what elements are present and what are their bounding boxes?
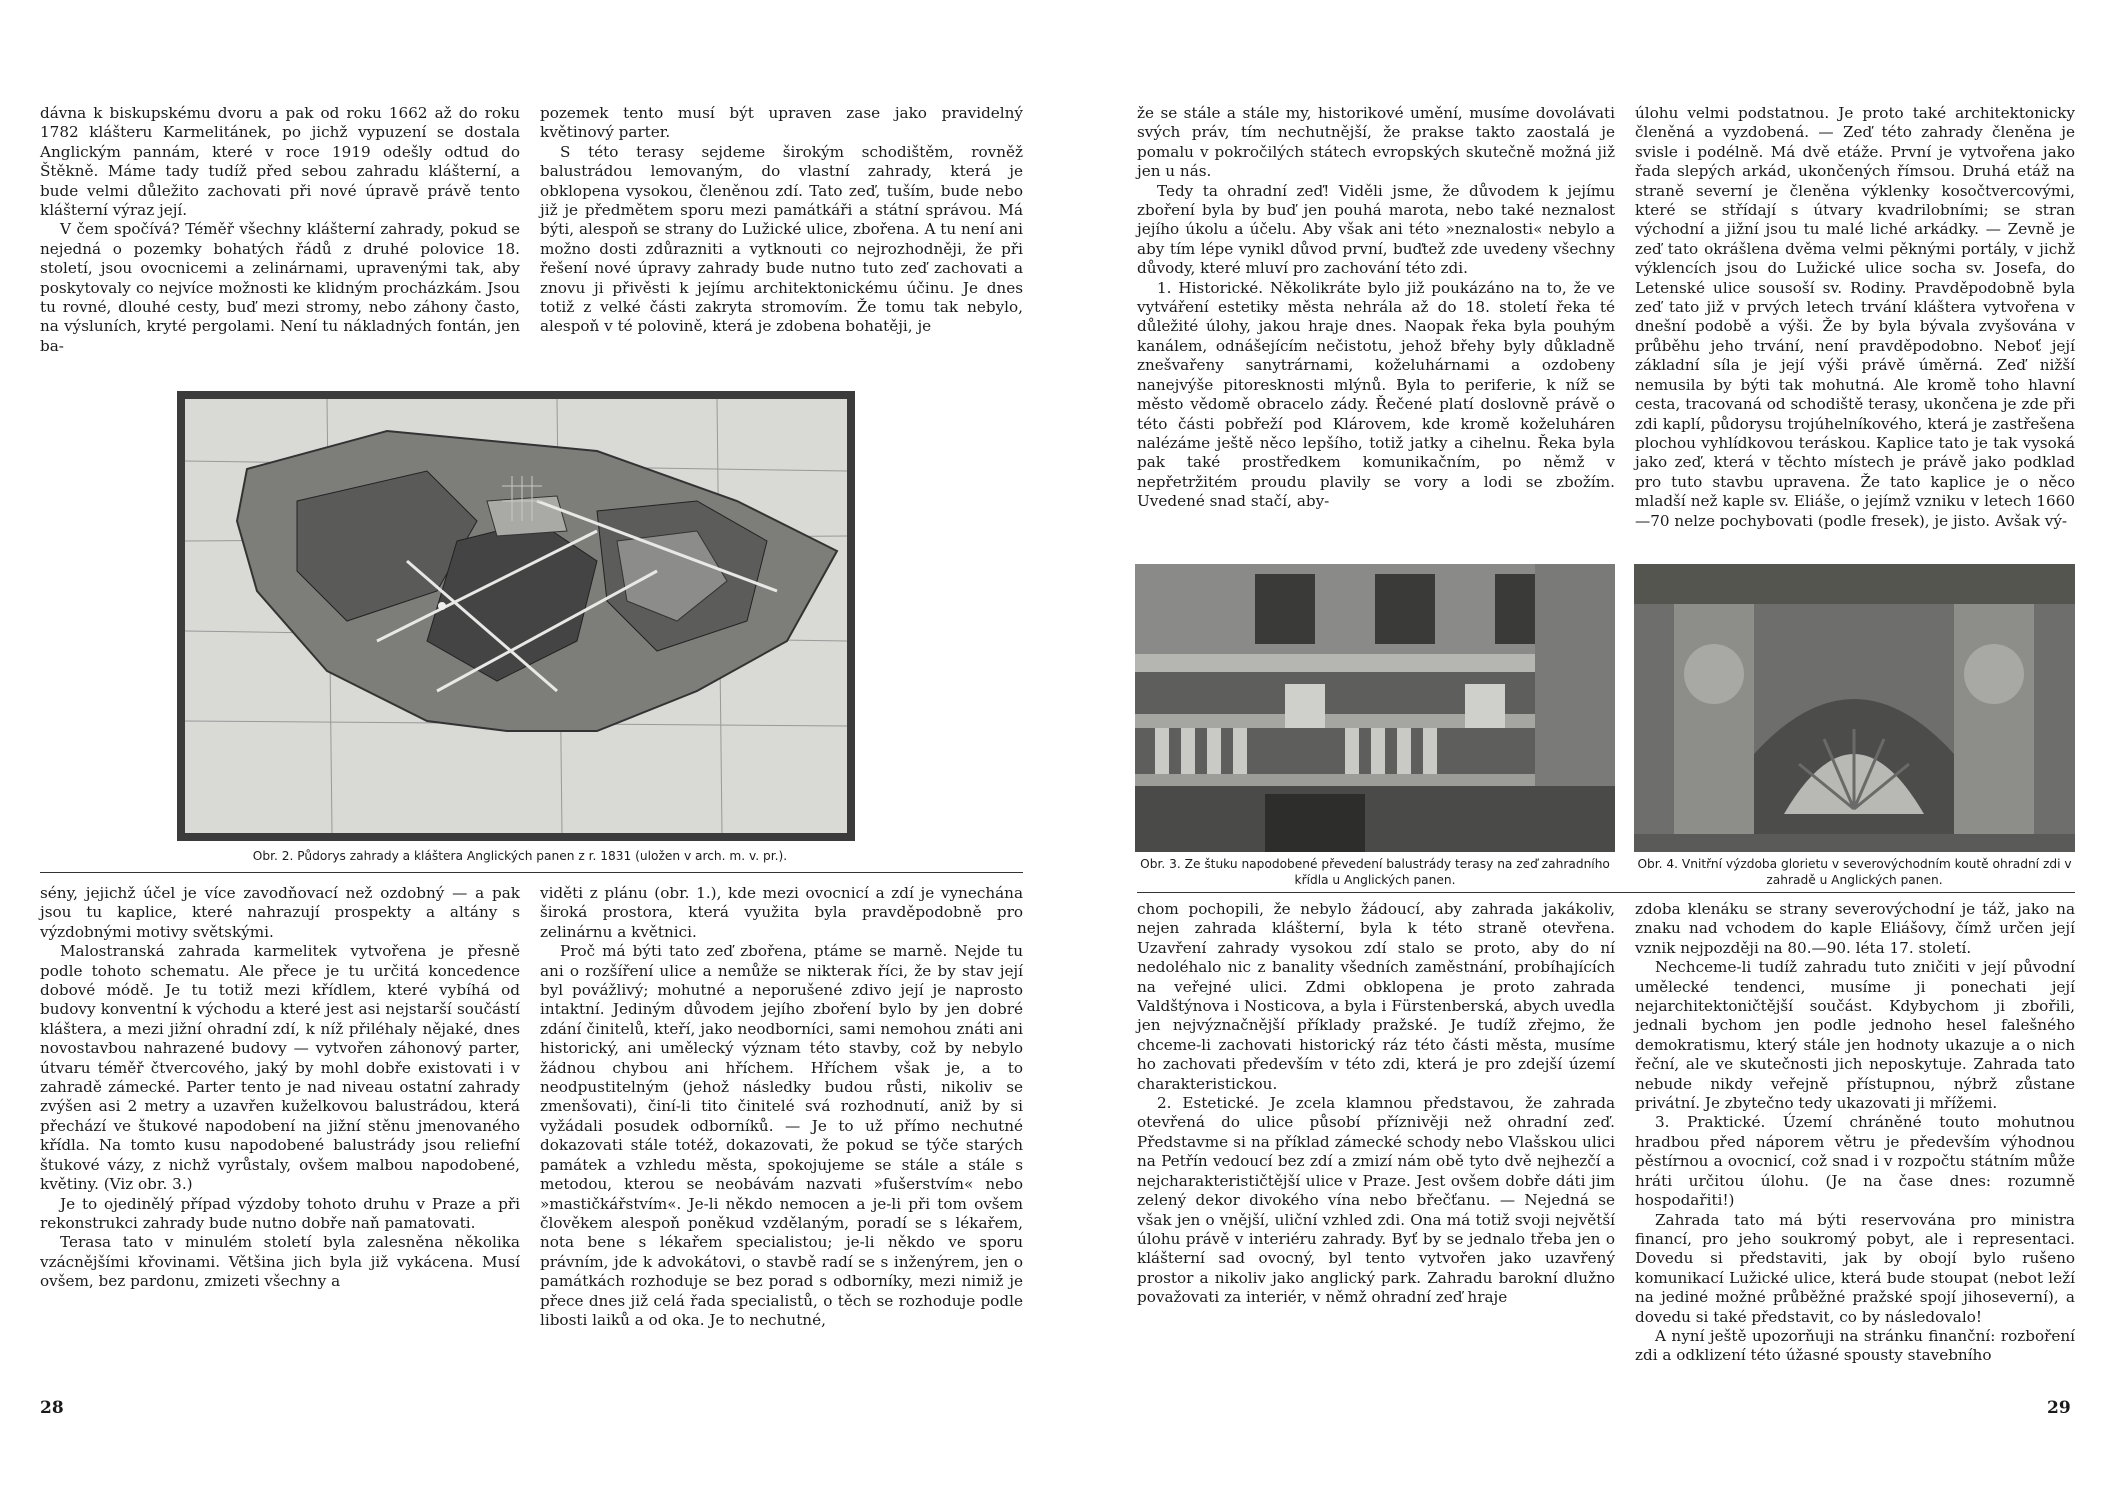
right-bottom-column-2 bbox=[1635, 900, 2075, 1365]
paragraph: pozemek tento musí být upraven zase jako pravidelný květinový parter. bbox=[540, 104, 1023, 142]
paragraph: A nyní ještě upozorňuji na stránku finanční: rozboření zdi a odklizení této úžasné spousty stavebního bbox=[1635, 1326, 2075, 1365]
page-number-left: 28 bbox=[40, 1398, 64, 1418]
paragraph: 1. Historické. Několikráte bylo již poukázáno na to, že ve vytváření estetiky města nehrála až do 18. století řeka té důležité úlohy, jakou hraje dnes. Naopak řeka byla pouhým kanálem, odnášejícím nečistotu, jehož břehy byly důkladně znešvařeny sanytrárnami, koželuhárnami a ozdobeny nanejvýše pitoresknosti mlýnů. Byla to periferie, k níž se město vědomě obracelo zády. Řečené platí doslovně právě o této části pobřeží pod Klárovem, kde kromě koželuháren nalézáme ještě něco lepšího, totiž jatky a cihelnu. Řeka byla pak také prostředkem komunikačním, po němž v nepřetržitém proudu plavily se vory a lodi se zbožím. Uvedené snad stačí, aby- bbox=[1137, 278, 1615, 511]
paragraph: Tedy ta ohradní zeď! Viděli jsme, že důvodem k jejímu zboření byla by buď jen pouhá marota, nebo také neznalost jejího úkolu a účelu. Aby však ani této »neznalosti« nebylo a aby tím lépe vynikl důvod první, buďtež zde uvedeny všechny důvody, které mluví pro zachování této zdi. bbox=[1137, 181, 1615, 278]
figure-4-glorieta-photo bbox=[1634, 564, 2075, 852]
paragraph: zdoba klenáku se strany severovýchodní je táž, jako na znaku nad vchodem do kaple Eliášovy, čímž určen její vznik nejpozději na 80.—90. léta 17. století. bbox=[1635, 900, 2075, 957]
left-bottom-column-2 bbox=[540, 884, 1023, 1354]
left-top-column-1 bbox=[40, 104, 520, 366]
paragraph: Nechceme-li tudíž zahradu tuto zničiti v její původní umělecké tendenci, musíme ji ponechati její nejarchitektoničtější součást. Kdybychom ji zbořili, jednali bychom jen podle jednoho hesel falešného demokratismu, který stále jen hodnoty ukazuje a o nich řeční, ale ve skutečnosti jich neposkytuje. Zahrada tato nebude nikdy veřejně přístupnou, nýbrž zůstane privátní. Je zbytečno tedy ukazovati ji mřížemi. bbox=[1635, 958, 2075, 1113]
figure-3-balustrade-photo bbox=[1135, 564, 1615, 852]
paragraph: dávna k biskupskému dvoru a pak od roku 1662 až do roku 1782 klášteru Karmelitánek, po jichž vypuzení se dostala Anglickým pannám, které v roce 1919 odešly odtud do Štěkně. Máme tady tudíž před sebou zahradu klášterní, a bude velmi důležito zachovati při nové úpravě právě tento klášterní výraz její. bbox=[40, 104, 520, 220]
paragraph: Terasa tato v minulém století byla zalesněna několika vzácnějšími křovinami. Většina jich byla již vykácena. Musí ovšem, bez pardonu, zmizeti všechny a bbox=[40, 1233, 520, 1291]
left-top-column-2 bbox=[540, 104, 1023, 366]
paragraph: Zahrada tato má býti reservována pro ministra financí, pro jeho soukromý pobyt, ale i representaci. Dovedu si představiti, jak by obojí bylo rušeno komunikací Lužické ulice, která bude stoupat (nebot leží na jediné možné průběžné pražské spojí jihoseverní), a dovedu si také představit, co by následovalo! bbox=[1635, 1210, 2075, 1326]
paragraph: 2. Estetické. Je zcela klamnou představou, že zahrada otevřená do ulice působí příznivěji než ohradní zeď. Představme si na příklad zámecké schody nebo Vlašskou ulici na Petřín vedoucí bez zdí a zmizí nám obě tyto dvě nejhezčí a nejcharakterističtější ulice v Praze. Jest ovšem dobře dáti jim zelený dekor divokého vína nebo břečťanu. — Nejedná se však jen o vnější, uliční vzhled zdi. Ona má totiž svoji největší úlohu právě v interiéru zahrady. Byť by se jednalo třeba jen o klášterní sad ovocný, byl tento vytvořen jako uzavřený prostor a nikoliv jako anglický park. Zahradu barokní dlužno považovati za interiér, v němž ohradní zeď hraje bbox=[1137, 1094, 1615, 1307]
paragraph: že se stále a stále my, historikové umění, musíme dovolávati svých práv, tím nechutnější, že prakse takto zaostalá je pomalu v pokročilých státech evropských skutečně možná již jen u nás. bbox=[1137, 104, 1615, 181]
left-bottom-column-1 bbox=[40, 884, 520, 1354]
page-number-right: 29 bbox=[2047, 1398, 2071, 1418]
figure-2-caption: Obr. 2. Půdorys zahrady a kláštera Anglických panen z r. 1831 (uložen v arch. m. v. pr.). bbox=[252, 849, 788, 863]
paragraph: viděti z plánu (obr. 1.), kde mezi ovocnicí a zdí je vynechána široká prostora, která využita byla pravděpodobně pro zelinárnu a květnici. bbox=[540, 884, 1023, 941]
caption-rule bbox=[40, 872, 1023, 873]
paragraph: Je to ojedinělý případ výzdoby tohoto druhu v Praze a při rekonstrukci zahrady bude nutno dobře naň pamatovati. bbox=[40, 1194, 520, 1232]
paragraph: 3. Praktické. Území chráněné touto mohutnou hradbou před náporem větru je především výhodnou pěstírnou a ovocnicí, což snad i v rozpočtu státním může hráti určitou úlohu. (Je na čase dnes: rozumně hospodařiti!) bbox=[1635, 1113, 2075, 1210]
figure-3-caption: Obr. 3. Ze štuku napodobené převedení balustrády terasy na zeď zahradního křídla u Anglických panen. bbox=[1140, 857, 1610, 887]
paragraph: chom pochopili, že nebylo žádoucí, aby zahrada jakákoliv, nejen zahrada klášterní, byla k této straně otevřena. Uzavření zahrady vysokou zdí stalo se proto, aby do ní nedoléhalo nic z banality všedních zaměstnání, probíhajících na veřejné ulici. Zdmi obklopena je proto zahrada Valdštýnova i Nosticova, a byla i Fürstenberská, abych uvedla jen nejvýznačnější příklady pražské. Je tudíž zřejmo, že chceme-li zachovati historický ráz této části města, musíme ho zachovati především v této zdi, která je pro zdejší území charakteristickou. bbox=[1137, 900, 1615, 1093]
caption-rule bbox=[1137, 892, 2075, 893]
right-bottom-column-1 bbox=[1137, 900, 1615, 1355]
paragraph: V čem spočívá? Téměř všechny klášterní zahrady, pokud se nejedná o pozemky bohatých řádů z druhé polovice 18. století, jsou ovocnicemi a zelinárnami, upravenými tak, aby poskytovaly co nejvíce možnosti ke klidným procházkám. Jsou tu rovné, dlouhé cesty, buď mezi stromy, nebo záhony často, na výsluních, kryté pergolami. Není tu nákladných fontán, jen ba- bbox=[40, 220, 520, 355]
paragraph: S této terasy sejdeme širokým schodištěm, rovněž balustrádou lemovaným, do vlastní zahrady, která je obklopena vysokou, členěnou zdí. Tato zeď, tuším, bude nebo již je předmětem sporu mezi památkáři a státní správou. Má býti, alespoň se strany do Lužické ulice, zbořena. A tu není ani možno dosti zdůrazniti a vytknouti co nejrozhodněji, že při řešení nové úpravy zahrady bude nutno tuto zeď zachovati a znovu ji přivěsti k jejímu architektonickému účinu. Je dnes totiž z velké části zakryta stromovím. Že tomu tak nebylo, alespoň v té polovině, která je zdobena bohatěji, je bbox=[540, 142, 1023, 336]
paragraph: Proč má býti tato zeď zbořena, ptáme se marně. Nejde tu ani o rozšíření ulice a nemůže se nikterak říci, že by stav její byl povážlivý; mohutné a neporušené zdivo její je naprosto intaktní. Jediným důvodem jejího zboření bylo by jen dobré zdání činitelů, kteří, jako neodborníci, sami nemohou znáti ani historický, ani umělecký význam této stavby, což by nebylo žádnou chybou ani hříchem. Hříchem však je, a to neodpustitelným (jehož následky budou růsti, nikoliv se zmenšovati), činí-li tito činitelé svá rozhodnutí, aniž by si vyžádali posudek odborníků. — Je to už přímo nechutné dokazovati stále totéž, dokazovati, že pokud se týče starých památek a vzhledu města, spokojujeme se stále a stále s metodou, kterou se neobávám nazvati »fušerstvím« nebo »mastičkářstvím«. Je-li někdo nemocen a je-li při tom ovšem člověkem alespoň poněkud vzdělaným, poradí se s lékařem, nota bene s lékařem specialistou; je-li někdo ve sporu právním, jde k advokátovi, o stavbě radí se s inženýrem, jen o památkách rozhoduje se bez porad s odborníky, mezi nimiž je přece dnes již celá řada specialistů, o těch se rozhoduje podle libosti laiků a od oka. Je to nechutné, bbox=[540, 942, 1023, 1329]
right-top-column-2 bbox=[1635, 104, 2075, 544]
paragraph: Malostranská zahrada karmelitek vytvořena je přesně podle tohoto schematu. Ale přece je tu určitá koncedence dobové módě. Je tu totiž mezi křídlem, které vybíhá od budovy konventní k východu a které jest asi nejstarší součástí kláštera, a mezi jižní ohradní zdí, k níž přiléhaly nějaké, dnes novostavbou nahrazené budovy — vytvořen záhonový parter, útvaru téměř čtvercového, jaký by mohl dobře existovati i v zahradě zámecké. Parter tento je nad niveau ostatní zahrady zvýšen asi 2 metry a uzavřen kuželkovou balustrádou, která přechází ve štukové napodobení na jižní stěnu jmenovaného křídla. Na tomto kusu napodobené balustrády jsou reliefní štukové vázy, z nichž vyrůstaly, ovšem malbou napodobené, květiny. (Viz obr. 3.) bbox=[40, 942, 520, 1194]
right-page bbox=[1057, 0, 2114, 1500]
right-top-column-1 bbox=[1137, 104, 1615, 544]
paragraph: úlohu velmi podstatnou. Je proto také architektonicky členěná a vyzdobená. — Zeď této zahrady členěna je svisle i podélně. Má dvě etáže. První je vytvořena jako řada slepých arkád, ukončených římsou. Druhá etáž na straně severní je členěna výklenky kosočtvercovými, které se střídají s útvary kvadrilobními; se stran východní a jižní jsou tu malé liché arkádky. — Zevně je zeď tato okrášlena dvěma velmi pěknými portály, v jichž výklencích jsou do Lužické ulice socha sv. Josefa, do Letenské ulice sousoší sv. Rodiny. Pravděpodobně byla zeď tato již v prvých letech trvání kláštera vytvořena v dnešní podobě a výši. Že by byla bývala zvyšována v průběhu jeho trvání, není pravděpodobno. Neboť její základní síla je její výši právě úměrná. Zeď nižší nemusila by býti tak mohutná. Ale kromě toho hlavní cesta, tracovaná od schodiště terasy, ukončena je zde při zdi kaplí, půdorysu trojúhelníkového, která je zastřešena plochou vyhlídkovou teráskou. Kaplice tato je tak vysoká jako zeď, která v těchto místech je právě jako podklad pro tuto stavbu upravena. Že tato kaplice je o něco mladší než kaple sv. Eliáše, o jejímž vzniku v letech 1660—70 nelze pochybovati (podle fresek), je jisto. Avšak vý- bbox=[1635, 104, 2075, 530]
paragraph: sény, jejichž účel je více zavodňovací než ozdobný — a pak jsou tu kaplice, které nahrazují prospekty a altány s výzdobnými motivy světskými. bbox=[40, 884, 520, 941]
figure-2-garden-plan bbox=[177, 391, 855, 841]
figure-4-caption: Obr. 4. Vnitřní výzdoba glorietu v severovýchodním koutě ohradní zdi v zahradě u Anglických panen. bbox=[1637, 857, 2072, 887]
